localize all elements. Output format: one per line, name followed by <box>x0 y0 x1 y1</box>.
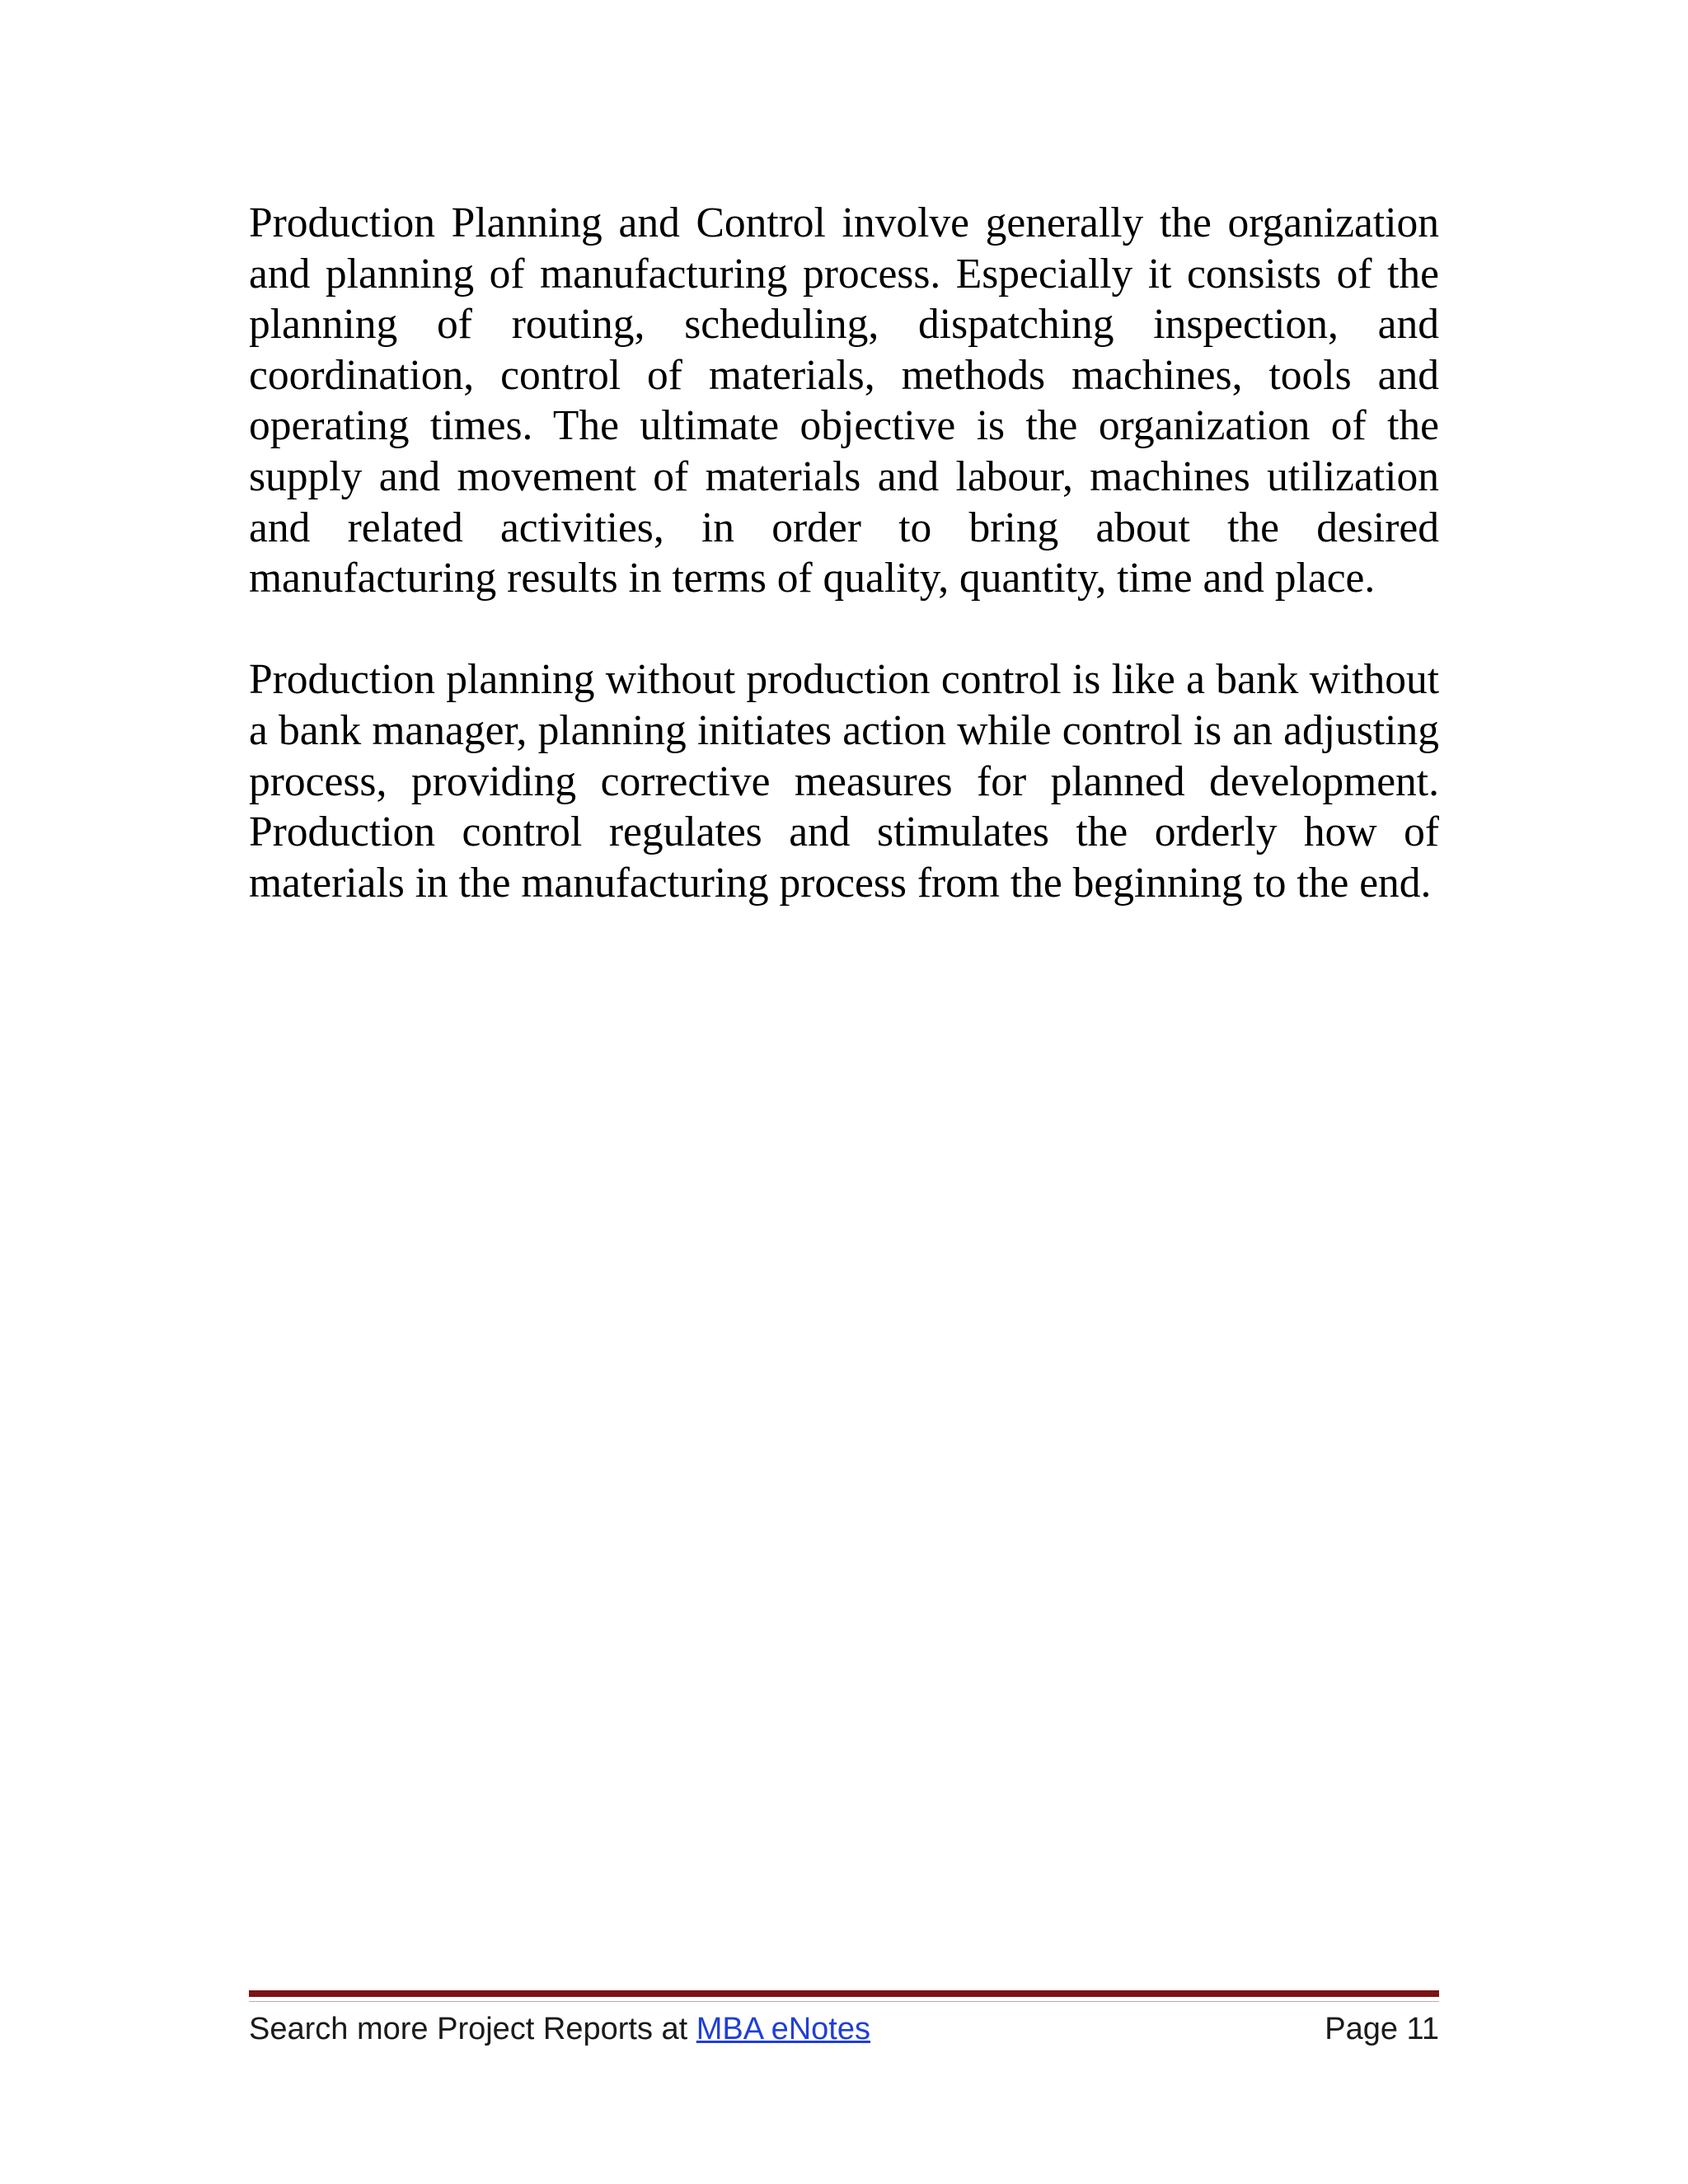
page-footer <box>249 2004 1439 2054</box>
footer-rule-thin <box>249 2001 1439 2002</box>
paragraph-1: Production Planning and Control involve generally the organization and planning of manufacturing process. Especially it consists of the planning of routing, scheduling, dispatching inspection, and coordination, control of materials, methods machines, tools and operating times. The ultimate objective is the organization of the supply and movement of materials and labour, machines utilization and related activities, in order to bring about the desired manufacturing results in terms of quality, quantity, time and place. <box>249 199 1439 602</box>
mba-enotes-link[interactable]: MBA eNotes <box>696 2012 870 2046</box>
paragraph-2: Production planning without production control is like a bank without a bank manager, planning initiates action while control is an adjusting process, providing corrective measures for planned development. Production control regulates and stimulates the orderly how of materials in the manufacturing process from the beginning to the end. <box>249 656 1439 907</box>
footer-rule <box>249 1990 1439 1997</box>
footer-text <box>249 2004 870 2054</box>
page-number: Page 11 <box>1325 2012 1439 2046</box>
footer-prefix: Search more Project Reports at <box>249 2012 696 2046</box>
body-text <box>249 198 1439 908</box>
